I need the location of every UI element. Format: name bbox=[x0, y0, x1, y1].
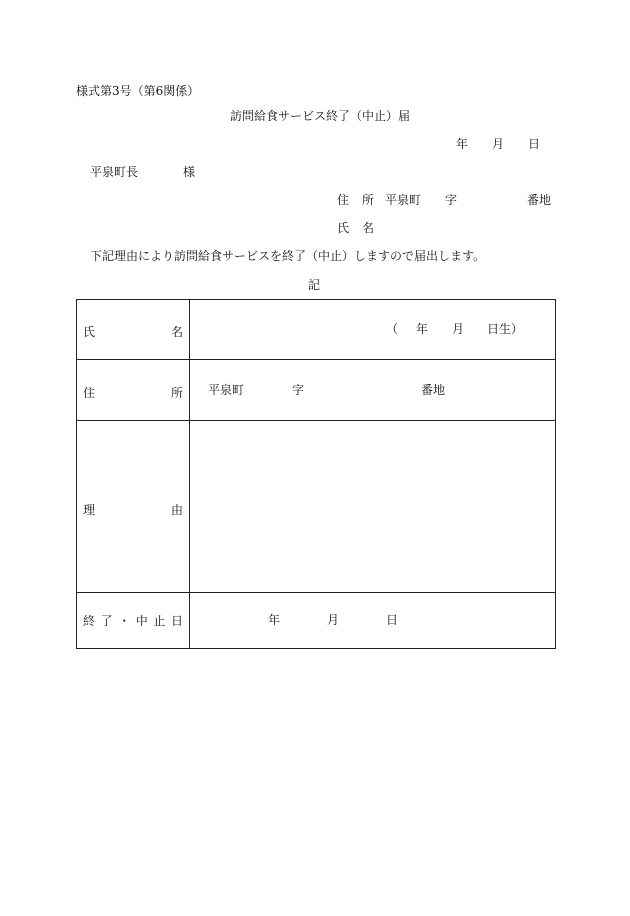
end-label bbox=[77, 612, 189, 629]
reason-label-cell bbox=[77, 421, 190, 593]
applicant-aza: 字 bbox=[445, 193, 458, 207]
applicant-name-label-1: 氏 bbox=[337, 221, 350, 235]
birth-year: 年 bbox=[416, 322, 429, 336]
name-label-2: 名 bbox=[170, 325, 183, 339]
applicant-name-label-2: 名 bbox=[362, 221, 375, 235]
address-label-2: 所 bbox=[170, 386, 183, 400]
birth-month: 月 bbox=[452, 322, 465, 336]
birth-day-close: 日生） bbox=[487, 322, 524, 336]
address-town: 平泉町 bbox=[208, 383, 245, 397]
notification-table bbox=[76, 299, 556, 649]
ki-label: 記 bbox=[308, 278, 321, 292]
date-year: 年 bbox=[456, 137, 469, 151]
body-text: 下記理由により訪問給食サービスを終了（中止）しますので届出します。 bbox=[90, 249, 486, 263]
reason-label-1: 理 bbox=[83, 503, 96, 517]
end-date-day: 日 bbox=[386, 613, 399, 627]
end-label-cell bbox=[77, 593, 190, 649]
address-banchi: 番地 bbox=[421, 383, 446, 397]
row-address bbox=[77, 360, 556, 421]
date-day: 日 bbox=[528, 137, 541, 151]
reason-value-cell[interactable] bbox=[190, 421, 556, 593]
end-date-year: 年 bbox=[268, 613, 281, 627]
end-label-char-3: ・ bbox=[118, 614, 131, 628]
end-date-value-cell[interactable] bbox=[190, 593, 556, 649]
address-aza: 字 bbox=[292, 383, 305, 397]
document-title: 訪問給食サービス終了（中止）届 bbox=[230, 109, 411, 123]
addressee-office: 平泉町長 bbox=[90, 165, 139, 179]
end-label-char-5: 止 bbox=[153, 614, 166, 628]
name-value-cell[interactable] bbox=[190, 300, 556, 360]
end-label-char-6: 日 bbox=[170, 614, 183, 628]
applicant-address-label-2: 所 bbox=[362, 193, 375, 207]
applicant-address-label-1: 住 bbox=[337, 193, 350, 207]
name-label-cell bbox=[77, 300, 190, 360]
row-reason bbox=[77, 421, 556, 593]
applicant-town: 平泉町 bbox=[385, 193, 422, 207]
birth-open: （ bbox=[386, 322, 399, 336]
row-name bbox=[77, 300, 556, 360]
applicant-banchi: 番地 bbox=[527, 193, 552, 207]
reason-label-2: 由 bbox=[170, 503, 183, 517]
name-label-1: 氏 bbox=[83, 325, 96, 339]
addressee-honorific: 様 bbox=[183, 165, 196, 179]
address-value-cell[interactable] bbox=[190, 360, 556, 421]
end-label-char-1: 終 bbox=[83, 614, 96, 628]
form-number: 様式第3号（第6関係） bbox=[76, 84, 200, 98]
end-label-char-4: 中 bbox=[135, 614, 148, 628]
row-end-date bbox=[77, 593, 556, 649]
end-date-month: 月 bbox=[327, 613, 340, 627]
address-label-cell bbox=[77, 360, 190, 421]
date-month: 月 bbox=[492, 137, 505, 151]
address-label-1: 住 bbox=[83, 386, 96, 400]
end-label-char-2: 了 bbox=[100, 614, 113, 628]
